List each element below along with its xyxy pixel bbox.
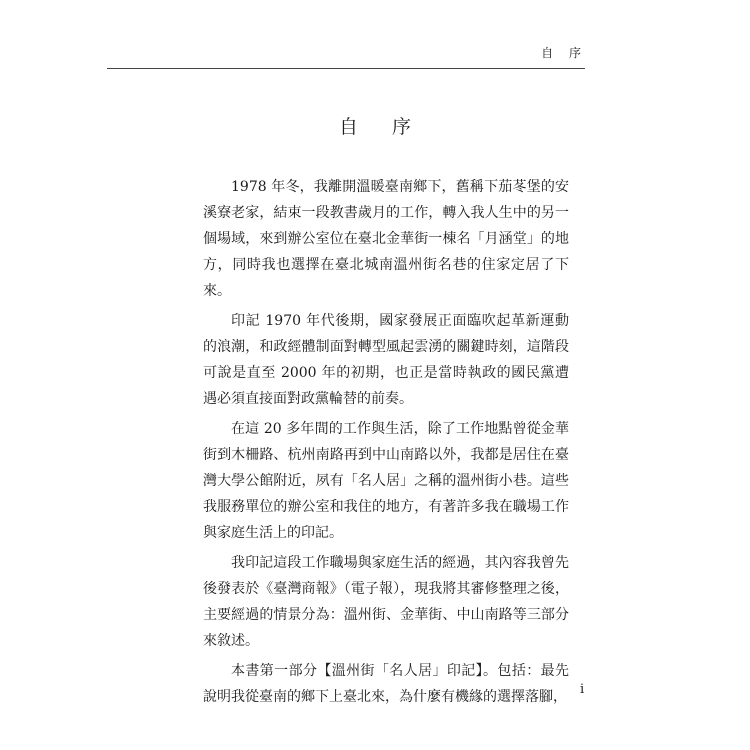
running-head: 自 序 — [541, 46, 587, 60]
paragraph-2: 印記 1970 年代後期，國家發展正面臨吹起革新運動的浪潮，和政經體制面對轉型風起雲湧的關鍵時刻，這階段可說是直至 2000 年的初期，也正是當時執政的國民黨遭遇必須直接面對政黨輪替的前奏。 — [203, 313, 569, 407]
paragraph-3: 在這 20 多年間的工作與生活，除了工作地點曾從金華街到木柵路、杭州南路再到中山南路以外，我都是居住在臺灣大學公館附近，夙有「名人居」之稱的溫州街小巷。這些我服務單位的辦公室和我住的地方，有著許多我在職場工作與家庭生活上的印記。 — [203, 421, 569, 541]
page-title: 自 序 — [338, 116, 426, 138]
header-rule — [107, 68, 585, 69]
body-text — [203, 174, 569, 714]
paragraph-1: 1978 年冬，我離開溫暖臺南鄉下，舊稱下茄苳堡的安溪寮老家，結束一段教書歲月的工作，轉入我人生中的另一個場域，來到辦公室位在臺北金華街一棟名「月涵堂」的地方，同時我也選擇在臺北城南溫州街名巷的住家定居了下來。 — [203, 179, 569, 299]
page-number: i — [580, 682, 585, 697]
paragraph-5: 本書第一部分【溫州街「名人居」印記】。包括：最先說明我從臺南的鄉下上臺北來，為什麼有機緣的選擇落腳， — [203, 663, 569, 705]
paragraph-4: 我印記這段工作職場與家庭生活的經過，其內容我曾先後發表於《臺灣商報》（電子報），現我將其審修整理之後，主要經過的情景分為：溫州街、金華街、中山南路等三部分來敘述。 — [203, 555, 569, 649]
